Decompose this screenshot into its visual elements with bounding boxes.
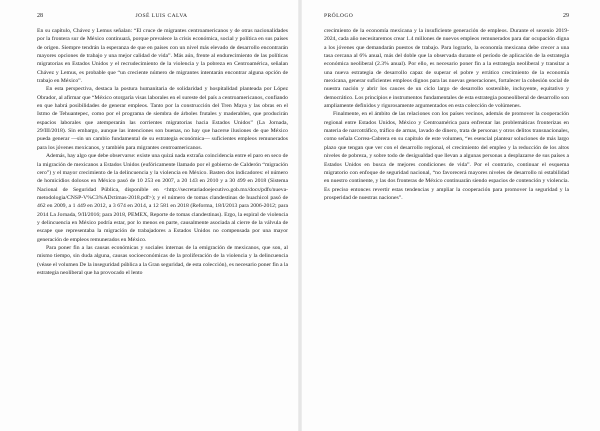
left-page-header xyxy=(37,13,288,27)
right-page-header xyxy=(324,13,569,27)
paragraph: Finalmente, en el ámbito de las relaciones con los países vecinos, además de promover la cooperación regional entre Estados Unidos, México y Centroamérica para enfrentar las problemáticas fronterizas en materia de narcotráfico, tráfico de armas, lavado de dinero, trata de personas y otros delitos transnacionales, como señala Correa-Cabrera en su capítulo de este volumen, “es esencial plantear soluciones de más largo plazo que tengan que ver con el desarrollo regional, el crecimiento del empleo y la reducción de los altos niveles de pobreza, y sobre todo de desigualdad que llevan a algunas personas a desplazarse de sus países a Estados Unidos en busca de mejores condiciones de vida”. Por el contrario, continuar el esquema migratorio con enfoque de seguridad nacional, “no favorecerá mayores niveles de desarrollo ni estabilidad en nuestro continente, y las dos fronteras de México continuarán siendo espacios de contención y violencia. Es preciso entonces revertir estas tendencias y ampliar la cooperación para promover la seguridad y la prosperidad de nuestras naciones”. xyxy=(324,111,569,201)
paragraph: crecimiento de la economía mexicana y la insuficiente generación de empleos. Durante el sexenio 2019-2024, cada año necesitaremos crear 1.4 millones de nuevos empleos remunerados para dar ocupación digna a los jóvenes que demandarán puestos de trabajo. Para lograrlo, la economía mexicana debe crecer a una tasa cercana al 6% anual, más del doble que la observada durante el período de aplicación de la estrategia económica neoliberal (2.3% anual). Por ello, es necesario poner fin a la estrategia neoliberal y transitar a una nueva estrategia de desarrollo capaz de superar el pobre y errático crecimiento de la economía mexicana, generar suficientes empleos dignos para las nuevas generaciones, fortalecer la cohesión social de nuestra nación y abrir los cauces de un ciclo largo de desarrollo sostenible, incluyente, equitativo y democrático. Los principios e instrumentos fundamentales de esta estrategia posneoliberal de desarrollo son ampliamente definidos y rigurosamente argumentados en esta colección de volúmenes. xyxy=(324,28,569,110)
left-page-number: 28 xyxy=(37,13,43,19)
right-page-body xyxy=(324,27,569,202)
left-page-body xyxy=(37,27,288,277)
paragraph: En su capítulo, Chávez y Lemus señalan: “El cruce de migrantes centroamericanos y de otras nacionalidades por la frontera sur de México continuará, porque prevalece la crisis económica, social y política en sus países de origen. Siempre tendrán la esperanza de que en países con un nivel más elevado de desarrollo encontrarán mayores opciones de trabajo y una mejor calidad de vida”. Más aún, frente al endurecimiento de las políticas migratorias en Estados Unidos y el recrudecimiento de la violencia y la pobreza en Centroamérica, señalan Chávez y Lemus, es probable que “un creciente número de migrantes intentarán encontrar alguna opción de trabajo en México”. xyxy=(37,28,288,85)
paragraph: En esta perspectiva, destaca la postura humanitaria de solidaridad y hospitalidad planteada por López Obrador, al afirmar que “México otorgaría visas laborales en el sureste del país a centroamericanos, confiando en que habrá posibilidades de generar empleos. Tanto por la construcción del Tren Maya y las obras en el Istmo de Tehuantepec, como por el programa de siembra de árboles frutales y maderables, que producirán espacios laborales que atemperarán las corrientes migratorias hacia Estados Unidos” (La Jornada, 29/III/2018). Sin embargo, aunque las intenciones son buenas, no hay que hacerse ilusiones de que México pueda generar —sin un cambio fundamental de su estrategia económica— suficientes empleos remunerados para los jóvenes mexicanos, y también para migrantes centroamericanos. xyxy=(37,86,288,151)
right-page xyxy=(300,0,600,431)
right-page-number: 29 xyxy=(563,13,569,19)
paragraph: Para poner fin a las causas económicas y sociales internas de la emigración de mexicanos, que son, al mismo tiempo, sin duda alguna, causas socioeconómicas de la proliferación de la violencia y la delincuencia (véase el volumen De la inseguridad pública a la Gran seguridad, de esta colección), es necesario poner fin a la estrategia neoliberal que ha provocado el lento xyxy=(37,244,288,276)
right-running-head: PRÓLOGO xyxy=(324,13,354,19)
paragraph: Además, hay algo que debe observarse: existe una quizá nada extraña coincidencia entre el paro en seco de la migración de mexicanos a Estados Unidos (eufóricamente llamado por el gobierno de Calderón “migración cero”) y el mayor crecimiento de la delincuencia y la violencia en México. Basten dos indicadores: el número de homicidios dolosos en México pasó de 10 253 en 2007, a 20 143 en 2010 y a 30 499 en 2018 (Sistema Nacional de Seguridad Pública, disponible en <http://secretariadoejecutivo.gob.mx/docs/pdfs/nueva-metodologia/CNSP-V%C3%ADctimas-2018.pdf>); y el número de tomas clandestinas de huachicol pasó de 462 en 2009, a 1 449 en 2012, a 3 674 en 2014, a 12 581 en 2018 (Reforma, 18/I/2013 para 2006-2012; para 2014 La Jornada, 9/II/2016; para 2018, PEMEX, Reporte de tomas clandestinas). Ergo, la espiral de violencia y delincuencia en México podría estar, por lo menos en parte, causalmente asociada al cierre de la válvula de escape que representaba la migración de trabajadores a Estados Unidos no compensada por una mayor generación de empleos remunerados en México. xyxy=(37,153,288,243)
left-running-head: JOSÉ LUIS CALVA xyxy=(135,13,188,19)
